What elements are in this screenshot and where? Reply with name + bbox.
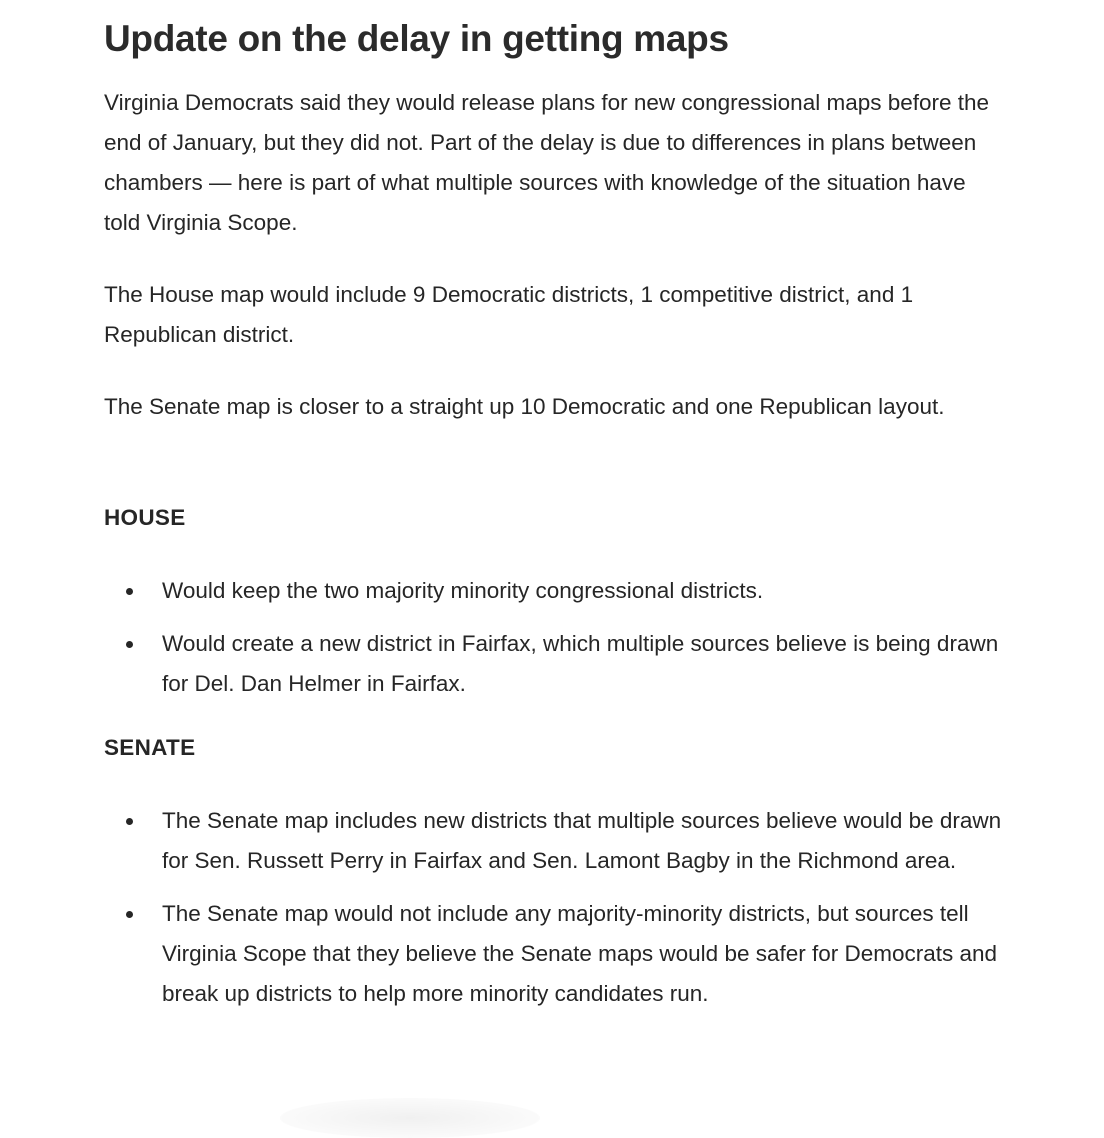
list-item-text: The Senate map includes new districts that multiple sources believe would be drawn for Sen. Russett Perry in Fairfax and Sen. Lamont Bagby in the Richmond area.: [162, 808, 1002, 873]
house-section-label: HOUSE: [104, 505, 186, 530]
bottom-shadow: [280, 1098, 540, 1138]
list-item: [104, 894, 1004, 1014]
list-item: [104, 624, 1004, 704]
list-item-text: The Senate map would not include any majority-minority districts, but sources tell Virginia Scope that they believe the Senate maps would be safer for Democrats and break up districts to help more minority candidates run.: [162, 901, 998, 1006]
house-bullet-list: [104, 571, 1004, 717]
senate-section-label: SENATE: [104, 735, 196, 760]
bullet-icon: [126, 641, 133, 648]
bullet-icon: [126, 588, 133, 595]
article-heading: Update on the delay in getting maps: [104, 18, 729, 59]
list-item-text: Would keep the two majority minority congressional districts.: [162, 578, 764, 603]
senate-bullet-list: [104, 801, 1004, 1027]
list-item: [104, 801, 1004, 881]
list-item: [104, 571, 1004, 611]
house-map-paragraph: The House map would include 9 Democratic districts, 1 competitive district, and 1 Republican district.: [104, 282, 914, 347]
intro-paragraph: Virginia Democrats said they would release plans for new congressional maps before the end of January, but they did not. Part of the delay is due to differences in plans between chambers — here is part of what multiple sources with knowledge of the situation have told Virginia Scope.: [104, 90, 990, 235]
senate-map-paragraph: The Senate map is closer to a straight up 10 Democratic and one Republican layout.: [104, 394, 945, 419]
bullet-icon: [126, 818, 133, 825]
bullet-icon: [126, 911, 133, 918]
list-item-text: Would create a new district in Fairfax, which multiple sources believe is being drawn for Del. Dan Helmer in Fairfax.: [162, 631, 999, 696]
